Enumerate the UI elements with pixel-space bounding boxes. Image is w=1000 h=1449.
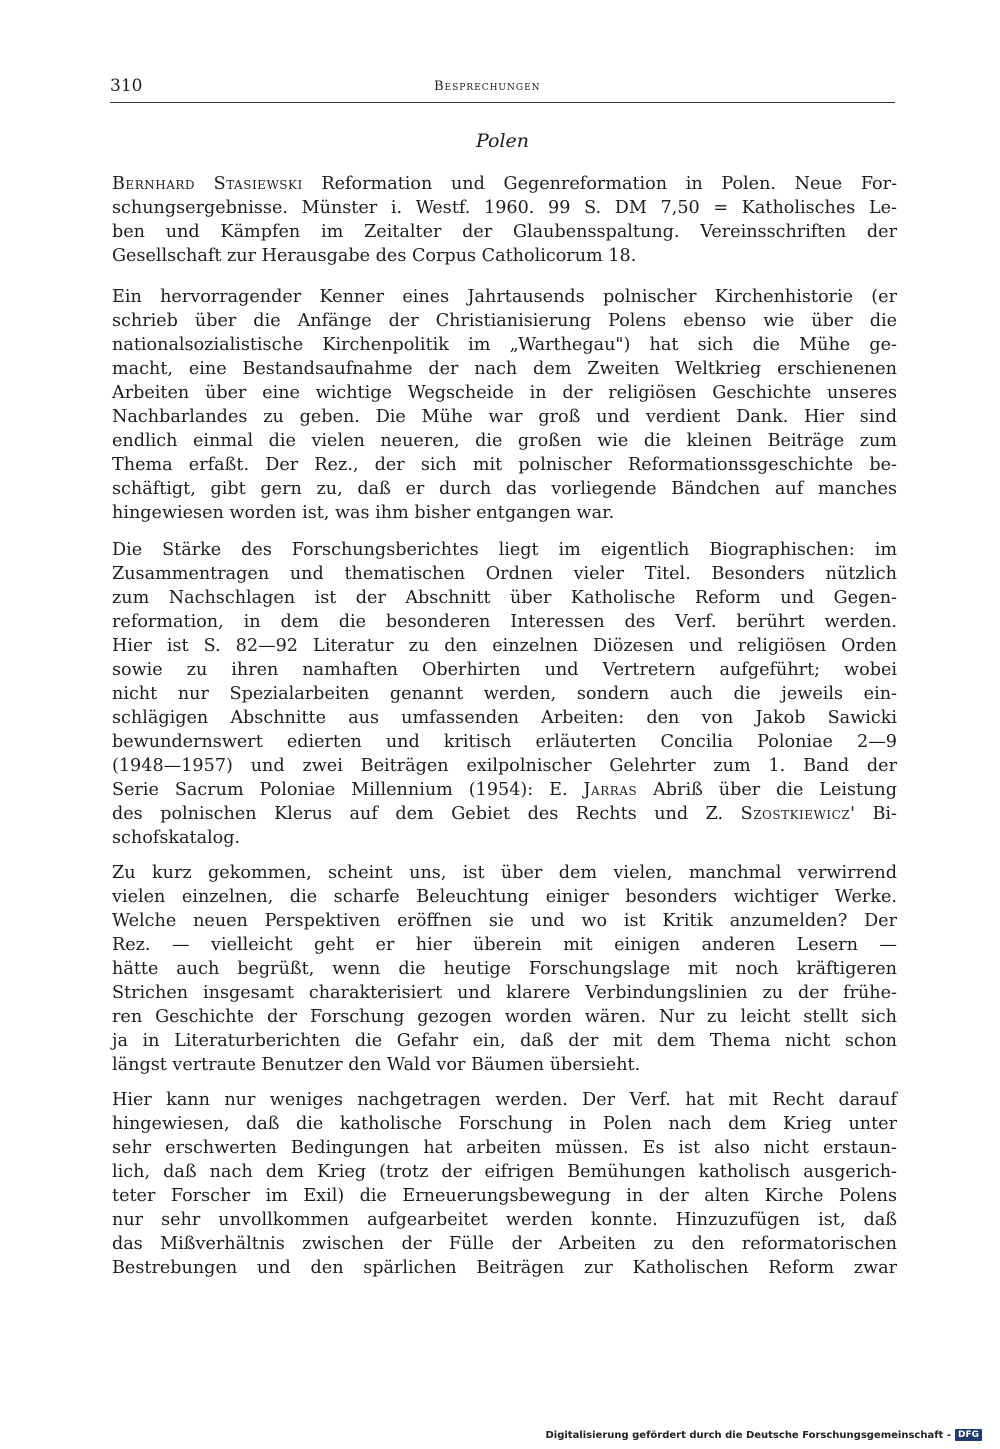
line-text: ' Bi- xyxy=(850,804,897,824)
paragraph-line: teter Forscher im Exil) die Erneuerungsbewegung in der alten Kirche Polens xyxy=(112,1186,897,1206)
paragraph-line: schlägigen Abschnitte aus umfassenden Arbeiten: den von Jakob Sawicki xyxy=(112,708,897,728)
citation-line: ben und Kämpfen im Zeitalter der Glaubensspaltung. Vereinsschriften der xyxy=(112,222,897,242)
footer-credit: Digitalisierung gefördert durch die Deutsche Forschungsgemeinschaft - xyxy=(545,1429,951,1441)
paragraph-line: ren Geschichte der Forschung gezogen worden wären. Nur zu leicht stellt sich xyxy=(112,1007,897,1027)
dfg-logo-icon: DFG xyxy=(955,1429,982,1441)
paragraph-line: zum Nachschlagen ist der Abschnitt über Katholische Reform und Gegen- xyxy=(112,588,897,608)
paragraph-line: reformation, in dem die besonderen Interessen des Verf. berührt werden. xyxy=(112,612,897,632)
page-number: 310 xyxy=(110,76,143,96)
paragraph-line: hingewiesen worden ist, was ihm bisher entgangen war. xyxy=(112,503,615,523)
paragraph-line: (1948—1957) und zwei Beiträgen exilpolnischer Gelehrter zum 1. Band der xyxy=(112,756,897,776)
citation-line: schungsergebnisse. Münster i. Westf. 1960. 99 S. DM 7,50 = Katholisches Le- xyxy=(112,198,897,218)
paragraph-line: macht, eine Bestandsaufnahme der nach dem Zweiten Weltkrieg erschienenen xyxy=(112,359,897,379)
paragraph-line: Zusammentragen und thematischen Ordnen vieler Titel. Besonders nützlich xyxy=(112,564,897,584)
paragraph-line: hingewiesen, daß die katholische Forschung in Polen nach dem Krieg unter xyxy=(112,1114,897,1134)
paragraph-line: Welche neuen Perspektiven eröffnen sie und wo ist Kritik anzumelden? Der xyxy=(112,911,897,931)
paragraph-line: lich, daß nach dem Krieg (trotz der eifrigen Bemühungen katholisch ausgerich- xyxy=(112,1162,897,1182)
author-name-szostkiewicz: Szostkiewicz xyxy=(740,804,851,824)
paragraph-line: hätte auch begrüßt, wenn die heutige Forschungslage mit noch kräftigeren xyxy=(112,959,897,979)
author-name-jarras: Jarras xyxy=(583,780,638,800)
running-head xyxy=(110,76,895,103)
paragraph-line: Rez. — vielleicht geht er hier überein mit einigen anderen Lesern — xyxy=(112,935,897,955)
paragraph-line: vielen einzelnen, die scharfe Beleuchtung einiger besonders wichtiger Werke. xyxy=(112,887,897,907)
paragraph-line: schrieb über die Anfänge der Christianisierung Polens ebenso wie über die xyxy=(112,311,897,331)
paragraph-line: Thema erfaßt. Der Rez., der sich mit polnischer Reformationssgeschichte be- xyxy=(112,455,897,475)
running-title: Besprechungen xyxy=(434,79,541,94)
citation-author-first: Bernhard xyxy=(112,174,196,194)
paragraph-line xyxy=(112,778,897,802)
paragraph-line: bewundernswert edierten und kritisch erläuterten Concilia Poloniae 2—9 xyxy=(112,732,897,752)
paragraph-line: Ein hervorragender Kenner eines Jahrtausends polnischer Kirchenhistorie (er xyxy=(112,287,897,307)
paragraph-line: nationalsozialistische Kirchenpolitik im „Warthegau") hat sich die Mühe ge- xyxy=(112,335,897,355)
footer xyxy=(545,1429,982,1441)
paragraph-line: nur sehr unvollkommen aufgearbeitet werden konnte. Hinzuzufügen ist, daß xyxy=(112,1210,897,1230)
citation-line: Gesellschaft zur Herausgabe des Corpus Catholicorum 18. xyxy=(112,246,637,266)
paragraph-line: sehr erschwerten Bedingungen hat arbeiten müssen. Es ist also nicht erstaun- xyxy=(112,1138,897,1158)
paragraph-line: Nachbarlandes zu geben. Die Mühe war groß und verdient Dank. Hier sind xyxy=(112,407,897,427)
line-text: des polnischen Klerus auf dem Gebiet des Rechts und Z. xyxy=(112,804,724,824)
paragraph-line: Hier ist S. 82—92 Literatur zu den einzelnen Diözesen und religiösen Orden xyxy=(112,636,897,656)
paragraph-line: schofskatalog. xyxy=(112,828,241,848)
paragraph-line: Arbeiten über eine wichtige Wegscheide in der religiösen Geschichte unseres xyxy=(112,383,897,403)
citation-title: Reformation und Gegenreformation in Polen. Neue For- xyxy=(321,174,898,194)
paragraph-line: das Mißverhältnis zwischen der Fülle der Arbeiten zu den reformatorischen xyxy=(112,1234,897,1254)
citation-line xyxy=(112,172,897,196)
paragraph-line: Zu kurz gekommen, scheint uns, ist über dem vielen, manchmal verwirrend xyxy=(112,863,897,883)
paragraph-line: sowie zu ihren namhaften Oberhirten und Vertretern aufgeführt; wobei xyxy=(112,660,897,680)
paragraph-line: nicht nur Spezialarbeiten genannt werden, sondern auch die jeweils ein- xyxy=(112,684,897,704)
paragraph-line: längst vertraute Benutzer den Wald vor Bäumen übersieht. xyxy=(112,1055,641,1075)
paragraph-line: Bestrebungen und den spärlichen Beiträgen zur Katholischen Reform zwar xyxy=(112,1258,897,1278)
paragraph-line: ja in Literaturberichten die Gefahr ein, daß der mit dem Thema nicht schon xyxy=(112,1031,897,1051)
line-text: Serie Sacrum Poloniae Millennium (1954): E. xyxy=(112,780,568,800)
paragraph-line: Hier kann nur weniges nachgetragen werden. Der Verf. hat mit Recht darauf xyxy=(112,1090,897,1110)
paragraph-line: endlich einmal die vielen neueren, die großen wie die kleinen Beiträge zum xyxy=(112,431,897,451)
paragraph-line: Strichen insgesamt charakterisiert und klarere Verbindungslinien zu der frühe- xyxy=(112,983,897,1003)
citation-author-last: Stasiewski xyxy=(213,174,303,194)
section-heading: Polen xyxy=(475,130,529,152)
line-text: Abriß über die Leistung xyxy=(653,780,898,800)
paragraph-line: schäftigt, gibt gern zu, daß er durch das vorliegende Bändchen auf manches xyxy=(112,479,897,499)
paragraph-line: Die Stärke des Forschungsberichtes liegt im eigentlich Biographischen: im xyxy=(112,540,897,560)
paragraph-line xyxy=(112,802,897,826)
